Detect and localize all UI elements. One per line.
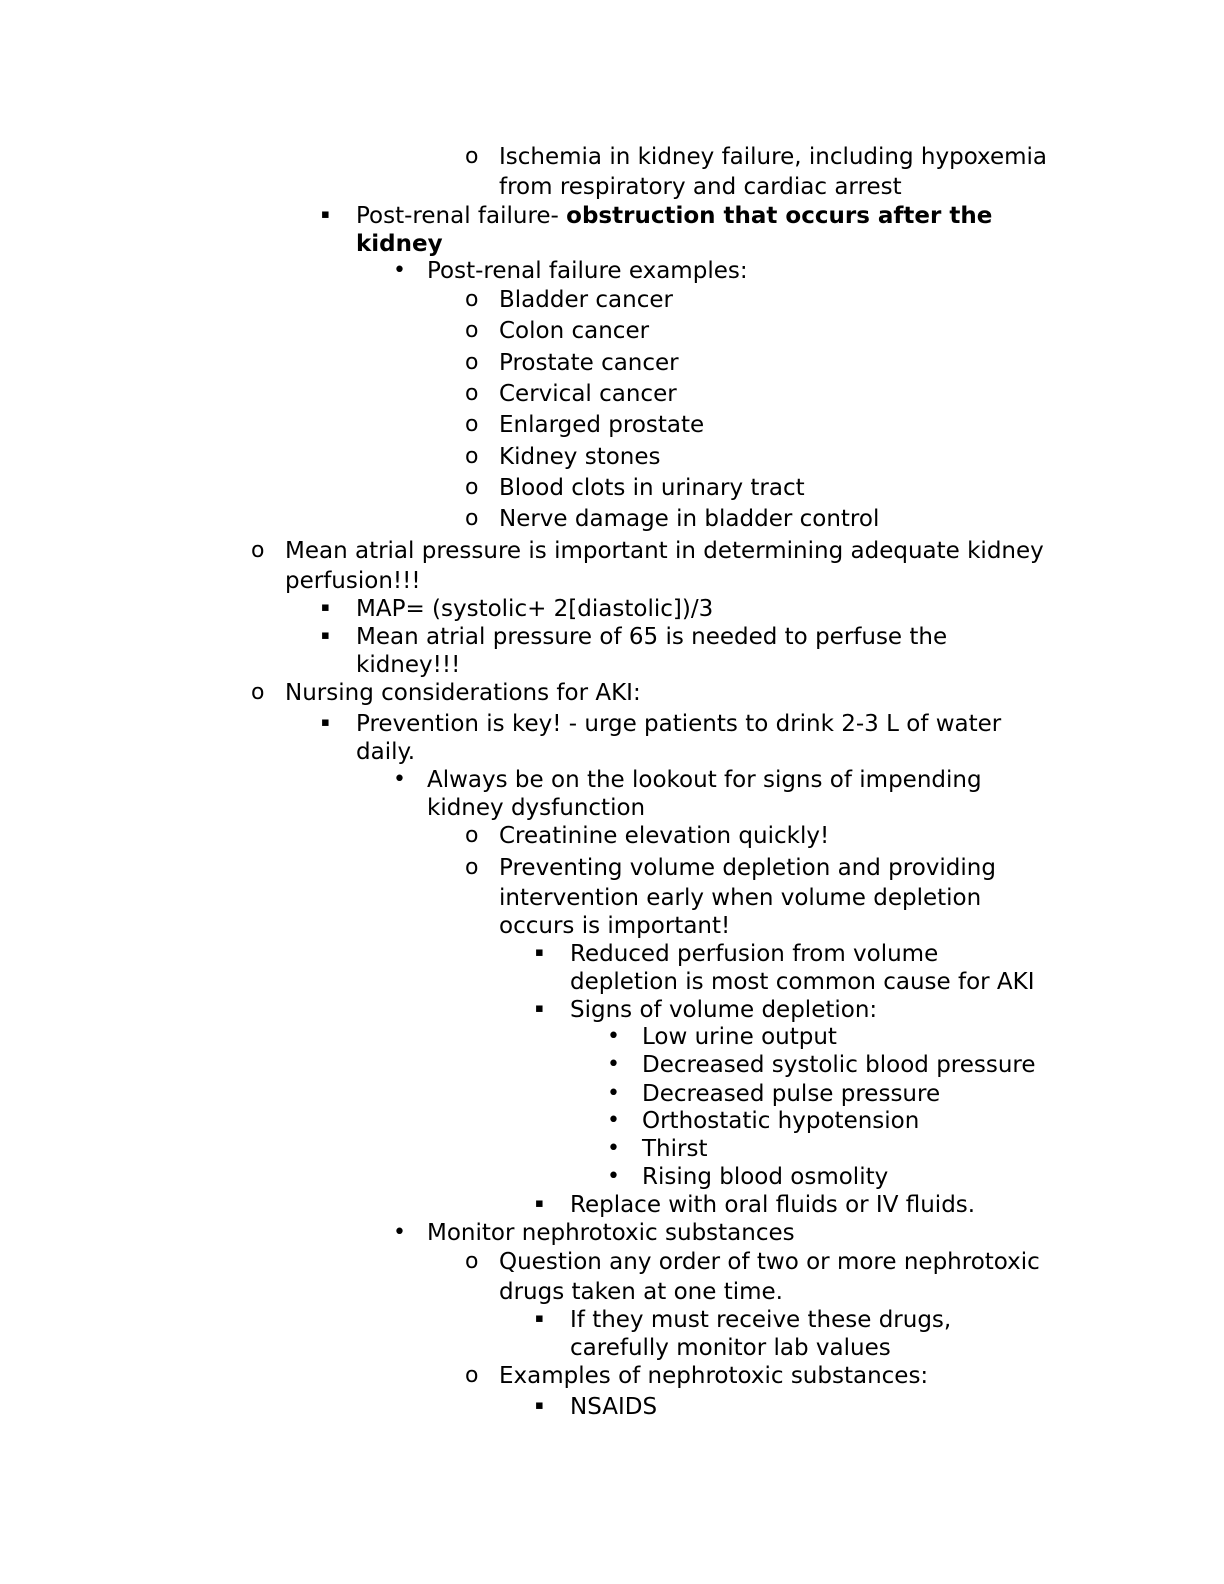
list-item <box>465 286 673 314</box>
list-item-text: Prostate cancer <box>499 350 679 376</box>
list-item-text: Decreased systolic blood pressure <box>642 1052 1036 1078</box>
list-item-text: Post-renal failure examples: <box>427 258 748 284</box>
circle-bullet-icon: o <box>465 475 479 500</box>
list-item-text: perfusion!!! <box>285 568 421 594</box>
list-item-text: Post-renal failure- <box>356 203 567 229</box>
circle-bullet-icon: o <box>465 318 479 343</box>
square-bullet-icon: ▪ <box>535 1001 544 1016</box>
list-item-text: Cervical cancer <box>499 381 677 407</box>
list-item <box>321 595 714 623</box>
list-item <box>535 1306 952 1362</box>
list-item <box>393 766 982 822</box>
list-item <box>465 380 677 408</box>
list-item-text: Nerve damage in bladder control <box>499 506 880 532</box>
list-item <box>465 1362 929 1390</box>
list-item-text: Mean atrial pressure is important in determining adequate kidney <box>285 538 1044 564</box>
list-item <box>607 1107 920 1135</box>
square-bullet-icon: ▪ <box>321 715 330 730</box>
circle-bullet-icon: o <box>251 680 265 705</box>
square-bullet-icon: ▪ <box>535 945 544 960</box>
list-item-text: Enlarged prostate <box>499 412 705 438</box>
circle-bullet-icon: o <box>465 506 479 531</box>
round-bullet-icon: • <box>607 1052 620 1077</box>
list-item-text: Rising blood osmolity <box>642 1164 889 1190</box>
list-item-text: occurs is important! <box>499 913 731 939</box>
round-bullet-icon: • <box>607 1164 620 1189</box>
circle-bullet-icon: o <box>465 855 479 880</box>
circle-bullet-icon: o <box>465 144 479 169</box>
list-item <box>465 474 805 502</box>
list-item <box>607 1051 1036 1079</box>
round-bullet-icon: • <box>607 1108 620 1133</box>
round-bullet-icon: • <box>607 1081 620 1106</box>
round-bullet-icon: • <box>607 1024 620 1049</box>
square-bullet-icon: ▪ <box>535 1311 544 1326</box>
list-item-text: kidney!!! <box>356 652 461 678</box>
list-item-text: Bladder cancer <box>499 287 673 313</box>
list-item-text: Decreased pulse pressure <box>642 1081 941 1107</box>
list-item-text: Orthostatic hypotension <box>642 1108 920 1134</box>
round-bullet-icon: • <box>393 767 406 792</box>
list-item-text: If they must receive these drugs, <box>570 1307 952 1333</box>
list-item <box>465 854 996 940</box>
list-item <box>465 143 1048 201</box>
list-item-text: Question any order of two or more nephrotoxic <box>499 1249 1040 1275</box>
list-item <box>535 996 878 1024</box>
list-item-text: Reduced perfusion from volume <box>570 941 939 967</box>
list-item <box>393 1219 795 1247</box>
list-item-text: Prevention is key! - urge patients to drink 2-3 L of water <box>356 711 1002 737</box>
list-item <box>321 710 1002 766</box>
round-bullet-icon: • <box>393 258 406 283</box>
circle-bullet-icon: o <box>465 287 479 312</box>
circle-bullet-icon: o <box>465 381 479 406</box>
list-item <box>607 1163 889 1191</box>
list-item <box>465 822 830 850</box>
circle-bullet-icon: o <box>465 350 479 375</box>
list-item-text: intervention early when volume depletion <box>499 885 982 911</box>
list-item-text: drugs taken at one time. <box>499 1279 783 1305</box>
circle-bullet-icon: o <box>465 1249 479 1274</box>
circle-bullet-icon: o <box>251 538 265 563</box>
list-item-text: Kidney stones <box>499 444 661 470</box>
list-item <box>607 1080 941 1108</box>
square-bullet-icon: ▪ <box>535 1398 544 1413</box>
list-item-text: from respiratory and cardiac arrest <box>499 174 902 200</box>
round-bullet-icon: • <box>607 1136 620 1161</box>
square-bullet-icon: ▪ <box>321 207 330 222</box>
list-item-text: Creatinine elevation quickly! <box>499 823 830 849</box>
square-bullet-icon: ▪ <box>321 628 330 643</box>
list-item-text: depletion is most common cause for AKI <box>570 969 1035 995</box>
list-item-text: Examples of nephrotoxic substances: <box>499 1363 929 1389</box>
list-item <box>607 1135 708 1163</box>
list-item-text: Signs of volume depletion: <box>570 997 878 1023</box>
list-item-text: Replace with oral fluids or IV fluids. <box>570 1192 976 1218</box>
list-item <box>465 443 661 471</box>
square-bullet-icon: ▪ <box>535 1196 544 1211</box>
list-item <box>465 349 679 377</box>
list-item <box>465 1248 1040 1306</box>
list-item-text: Preventing volume depletion and providing <box>499 855 996 881</box>
circle-bullet-icon: o <box>465 1363 479 1388</box>
list-item <box>321 623 948 679</box>
list-item-text: kidney dysfunction <box>427 795 646 821</box>
square-bullet-icon: ▪ <box>321 600 330 615</box>
list-item-text: Nursing considerations for AKI: <box>285 680 641 706</box>
list-item <box>321 202 993 258</box>
list-item-text: Colon cancer <box>499 318 650 344</box>
list-item-bold-text: kidney <box>356 231 443 257</box>
list-item <box>535 1191 976 1219</box>
list-item <box>535 1393 658 1421</box>
list-item <box>465 411 705 439</box>
list-item-text: Thirst <box>642 1136 708 1162</box>
round-bullet-icon: • <box>393 1220 406 1245</box>
list-item-text: Ischemia in kidney failure, including hypoxemia <box>499 144 1048 170</box>
list-item <box>251 679 641 707</box>
list-item-text: Monitor nephrotoxic substances <box>427 1220 795 1246</box>
list-item-text: daily. <box>356 739 416 765</box>
list-item <box>535 940 1035 996</box>
circle-bullet-icon: o <box>465 412 479 437</box>
list-item <box>465 505 880 533</box>
list-item-text: MAP= (systolic+ 2[diastolic])/3 <box>356 596 714 622</box>
list-item-text: NSAIDS <box>570 1394 658 1420</box>
list-item-text: Mean atrial pressure of 65 is needed to perfuse the <box>356 624 948 650</box>
list-item <box>393 257 748 285</box>
list-item <box>465 317 650 345</box>
list-item-text: Blood clots in urinary tract <box>499 475 805 501</box>
circle-bullet-icon: o <box>465 444 479 469</box>
list-item <box>607 1023 837 1051</box>
circle-bullet-icon: o <box>465 823 479 848</box>
list-item <box>251 537 1044 595</box>
list-item-text: Low urine output <box>642 1024 837 1050</box>
list-item-bold-text: obstruction that occurs after the <box>566 203 993 229</box>
list-item-text: carefully monitor lab values <box>570 1335 891 1361</box>
list-item-text: Always be on the lookout for signs of impending <box>427 767 982 793</box>
